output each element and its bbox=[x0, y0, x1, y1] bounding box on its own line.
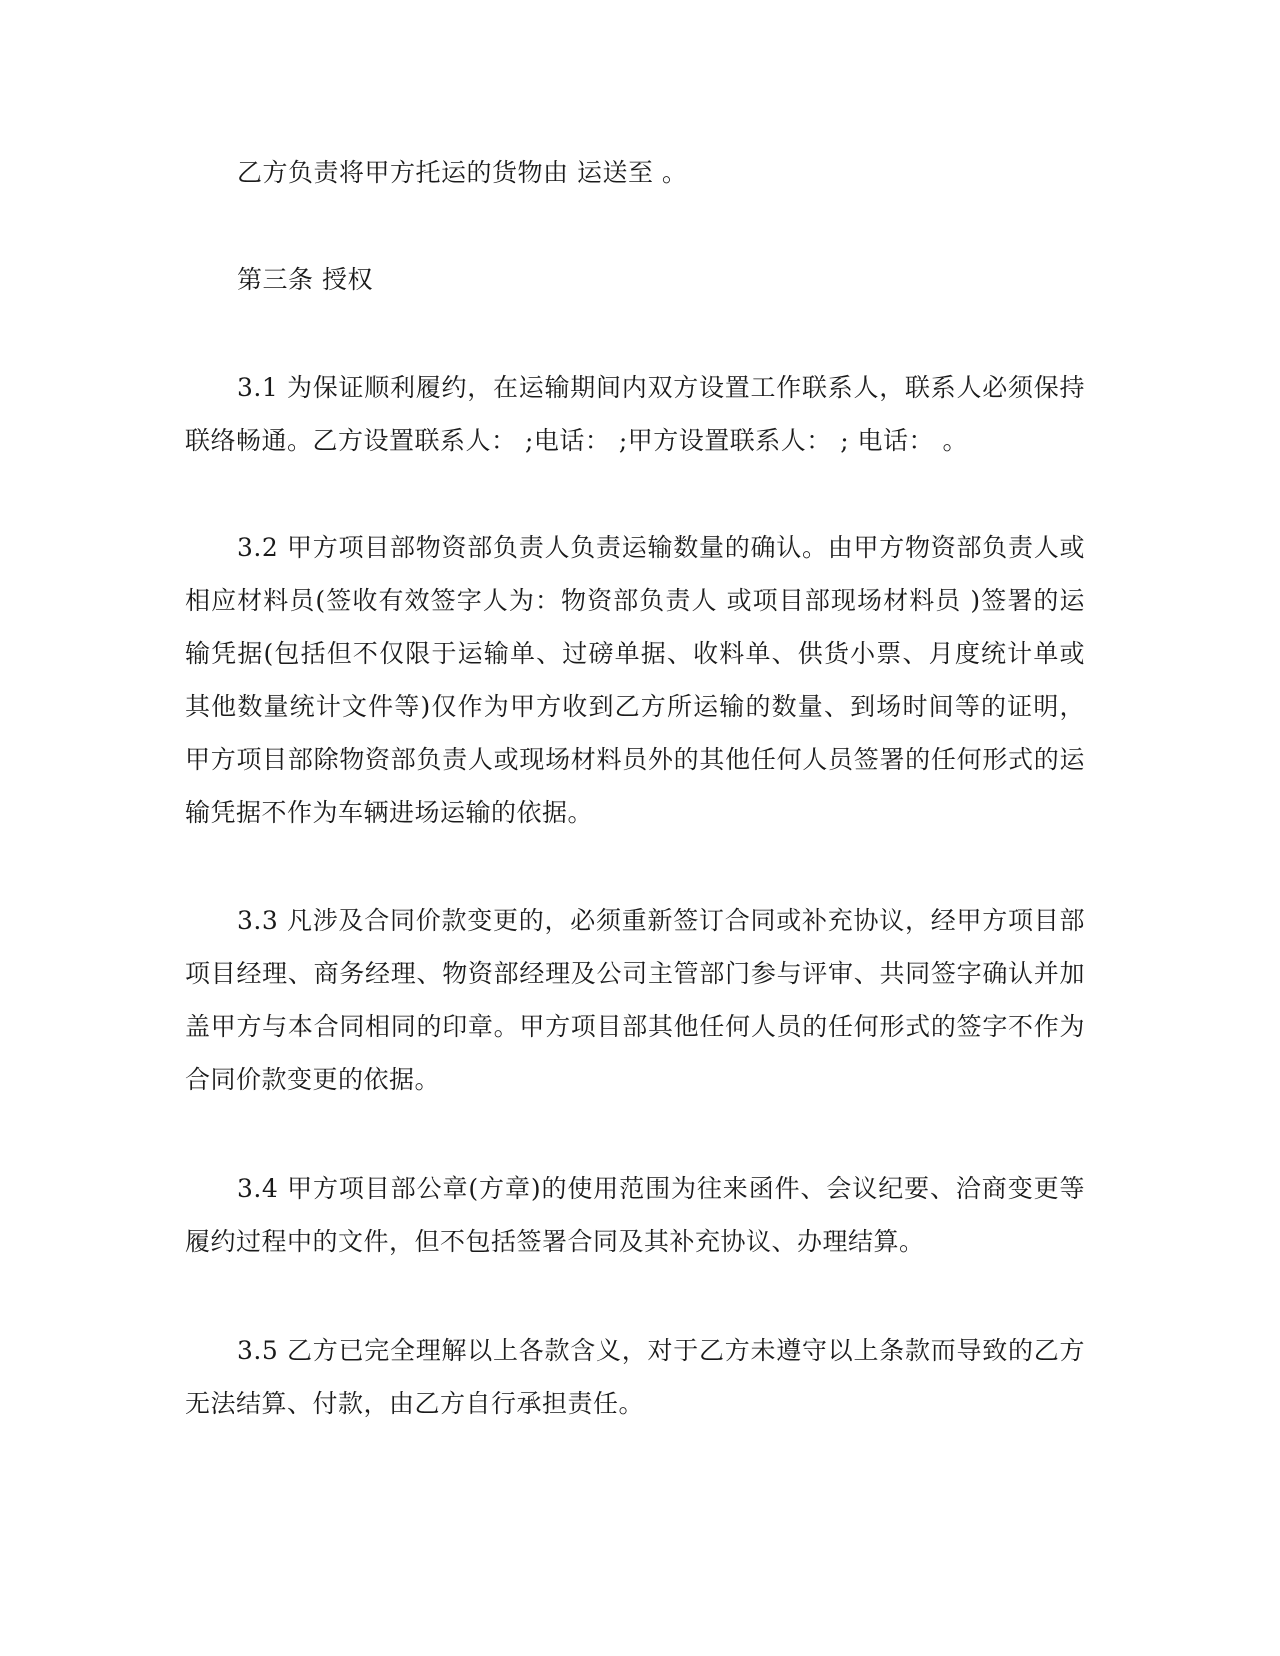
clause-3-3: 3.3 凡涉及合同价款变更的，必须重新签订合同或补充协议，经甲方项目部项目经理、商务经理、物资部经理及公司主管部门参与评审、共同签字确认并加盖甲方与本合同相同的印章。甲方项目部其他任何人员的任何形式的签字不作为合同价款变更的依据。 bbox=[185, 906, 1085, 1094]
clause-3-4: 3.4 甲方项目部公章(方章)的使用范围为往来函件、会议纪要、洽商变更等履约过程中的文件，但不包括签署合同及其补充协议、办理结算。 bbox=[185, 1174, 1085, 1256]
intro-paragraph: 乙方负责将甲方托运的货物由 运送至 。 bbox=[237, 158, 688, 187]
clause-3-2: 3.2 甲方项目部物资部负责人负责运输数量的确认。由甲方物资部负责人或相应材料员(签收有效签字人为：物资部负责人 或项目部现场材料员 )签署的运输凭据(包括但不仅限于运输单、过磅单据、收料单、供货小票、月度统计单或其他数量统计文件等)仅作为甲方收到乙方所运输的数量、到场时间等的证明，甲方项目部除物资部负责人或现场材料员外的其他任何人员签署的任何形式的运输凭据不作为车辆进场运输的依据。 bbox=[185, 533, 1085, 827]
clause-3-1: 3.1 为保证顺利履约，在运输期间内双方设置工作联系人，联系人必须保持联络畅通。乙方设置联系人： ;电话： ;甲方设置联系人： ; 电话： 。 bbox=[185, 373, 1085, 455]
clause-3-5: 3.5 乙方已完全理解以上各款含义，对于乙方未遵守以上条款而导致的乙方无法结算、付款，由乙方自行承担责任。 bbox=[185, 1336, 1085, 1418]
article-heading: 第三条 授权 bbox=[237, 265, 373, 294]
